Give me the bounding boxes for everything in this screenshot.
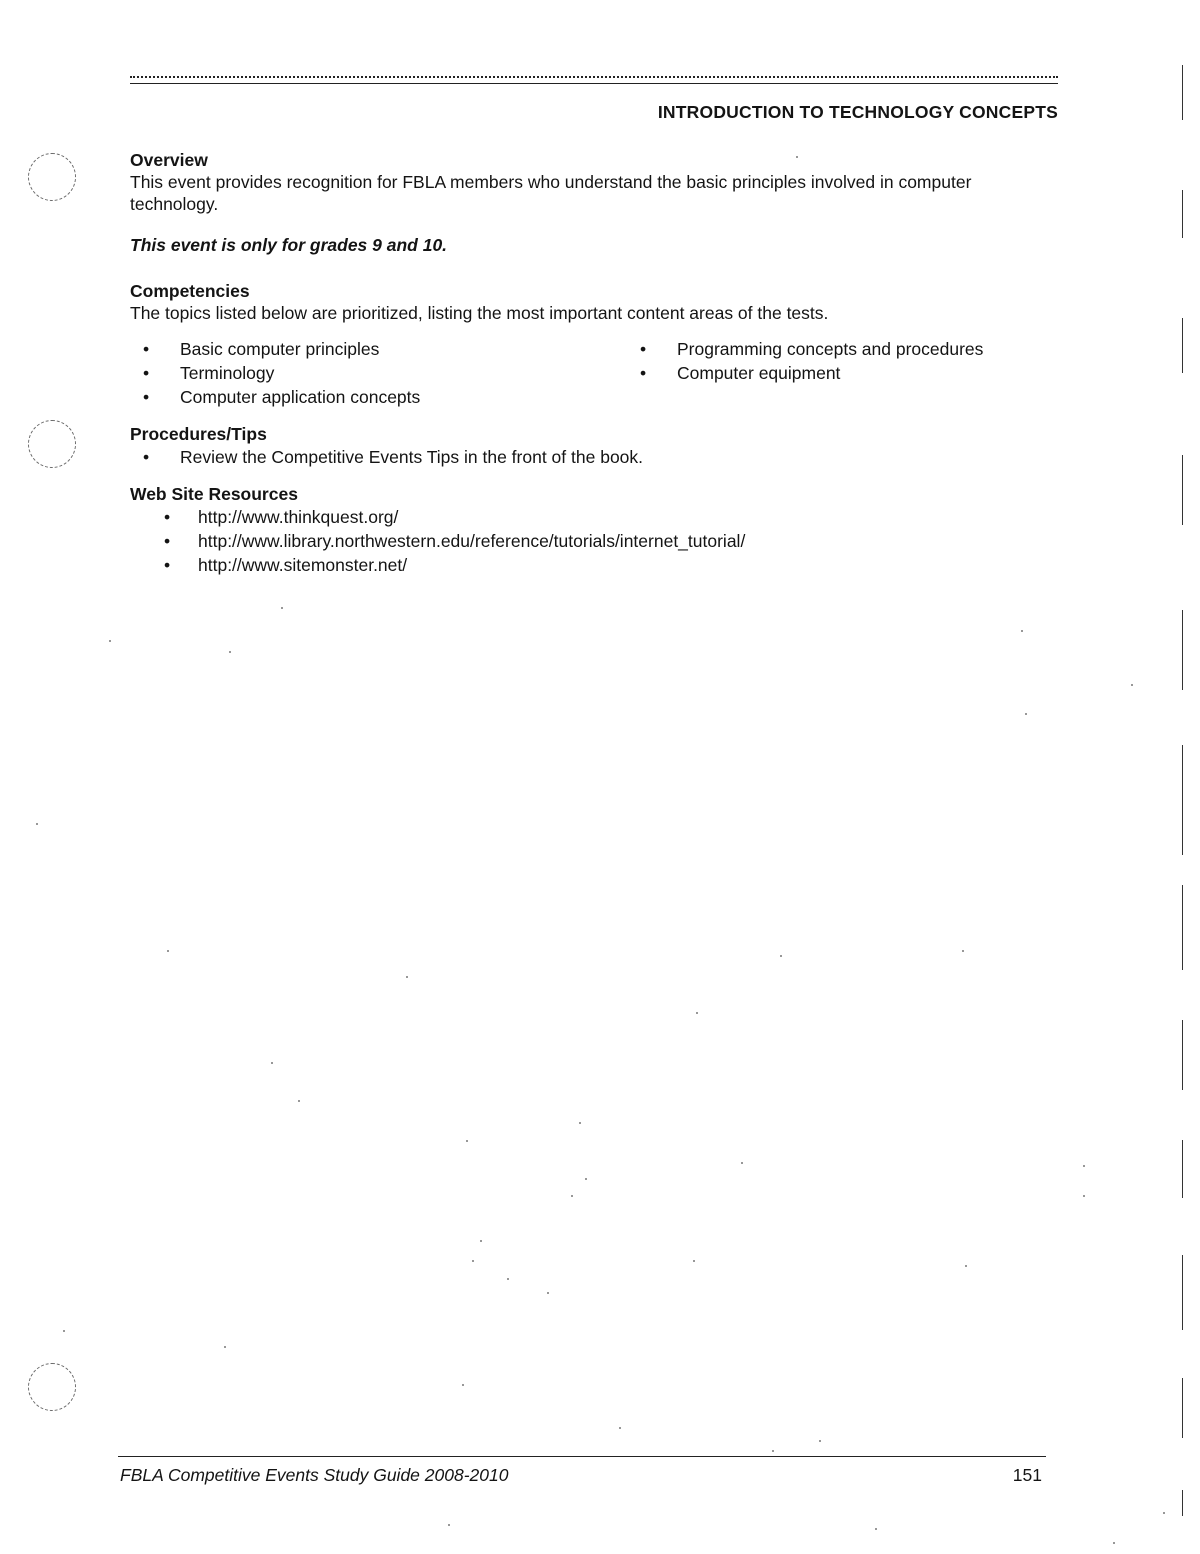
scan-speck (406, 976, 408, 978)
list-item: • Review the Competitive Events Tips in the front of the book. (130, 445, 1050, 469)
scan-speck (36, 823, 38, 825)
header-rule (130, 76, 1058, 84)
list-item: • Terminology (130, 361, 627, 385)
main-content (130, 149, 1050, 577)
overview-text: This event provides recognition for FBLA members who understand the basic principles involved in computer technology. (130, 172, 972, 214)
binder-edge-mark (1182, 1378, 1183, 1438)
list-item: • Computer equipment (627, 361, 1050, 385)
scan-speck (962, 950, 964, 952)
binder-edge-mark (1182, 1140, 1183, 1198)
scan-speck (224, 1346, 226, 1348)
binder-edge-mark (1182, 1020, 1183, 1090)
procedures-heading: Procedures/Tips (130, 424, 267, 444)
binder-edge-mark (1182, 610, 1183, 690)
binder-edge-mark (1182, 455, 1183, 525)
page-title: INTRODUCTION TO TECHNOLOGY CONCEPTS (657, 102, 1058, 122)
scan-speck (466, 1140, 468, 1142)
scan-speck (875, 1528, 877, 1530)
scan-speck (585, 1178, 587, 1180)
scan-speck (1025, 713, 1027, 715)
resource-link[interactable]: • http://www.sitemonster.net/ (130, 553, 1050, 577)
binder-edge-mark (1182, 745, 1183, 855)
scan-speck (1163, 1512, 1165, 1514)
binder-edge-mark (1182, 1255, 1183, 1330)
scan-speck (281, 607, 283, 609)
scan-speck (63, 1330, 65, 1332)
scan-speck (693, 1260, 695, 1262)
binder-edge-mark (1182, 65, 1183, 120)
binder-edge-mark (1182, 885, 1183, 970)
binder-edge-mark (1182, 318, 1183, 373)
scan-speck (772, 1450, 774, 1452)
scan-speck (547, 1292, 549, 1294)
scan-speck (462, 1384, 464, 1386)
scan-speck (298, 1100, 300, 1102)
scan-speck (780, 955, 782, 957)
list-item: • Basic computer principles (130, 337, 627, 361)
competencies-heading: Competencies (130, 281, 250, 301)
overview-heading: Overview (130, 150, 208, 170)
footer-title: FBLA Competitive Events Study Guide 2008-2010 (120, 1465, 509, 1485)
scan-speck (1083, 1165, 1085, 1167)
scan-speck (507, 1278, 509, 1280)
competencies-list (130, 337, 1050, 409)
page-number: 151 (1012, 1465, 1042, 1485)
list-item: • Programming concepts and procedures (627, 337, 1050, 361)
scan-speck (472, 1260, 474, 1262)
scan-speck (1113, 1542, 1115, 1544)
scan-speck (480, 1240, 482, 1242)
binder-edge-mark (1182, 190, 1183, 238)
punch-hole (28, 1363, 76, 1411)
grade-note: This event is only for grades 9 and 10. (130, 235, 448, 255)
punch-hole (28, 153, 76, 201)
binder-edge-mark (1182, 1490, 1183, 1516)
scan-speck (819, 1440, 821, 1442)
punch-hole (28, 420, 76, 468)
scan-speck (619, 1427, 621, 1429)
scan-speck (271, 1062, 273, 1064)
scan-speck (1083, 1195, 1085, 1197)
scan-speck (109, 640, 111, 642)
scan-speck (229, 651, 231, 653)
scan-speck (965, 1265, 967, 1267)
footer-rule (118, 1456, 1046, 1457)
scan-speck (167, 950, 169, 952)
list-item: • Computer application concepts (130, 385, 627, 409)
scan-speck (1131, 684, 1133, 686)
scan-speck (571, 1195, 573, 1197)
scan-speck (579, 1122, 581, 1124)
web-resources-heading: Web Site Resources (130, 484, 298, 504)
scan-speck (696, 1012, 698, 1014)
scan-speck (1021, 630, 1023, 632)
competencies-intro: The topics listed below are prioritized, listing the most important content areas of the tests. (130, 303, 829, 323)
scan-speck (741, 1162, 743, 1164)
resource-link[interactable]: • http://www.thinkquest.org/ (130, 505, 1050, 529)
scan-speck (448, 1524, 450, 1526)
resource-link[interactable]: • http://www.library.northwestern.edu/reference/tutorials/internet_tutorial/ (130, 529, 1050, 553)
